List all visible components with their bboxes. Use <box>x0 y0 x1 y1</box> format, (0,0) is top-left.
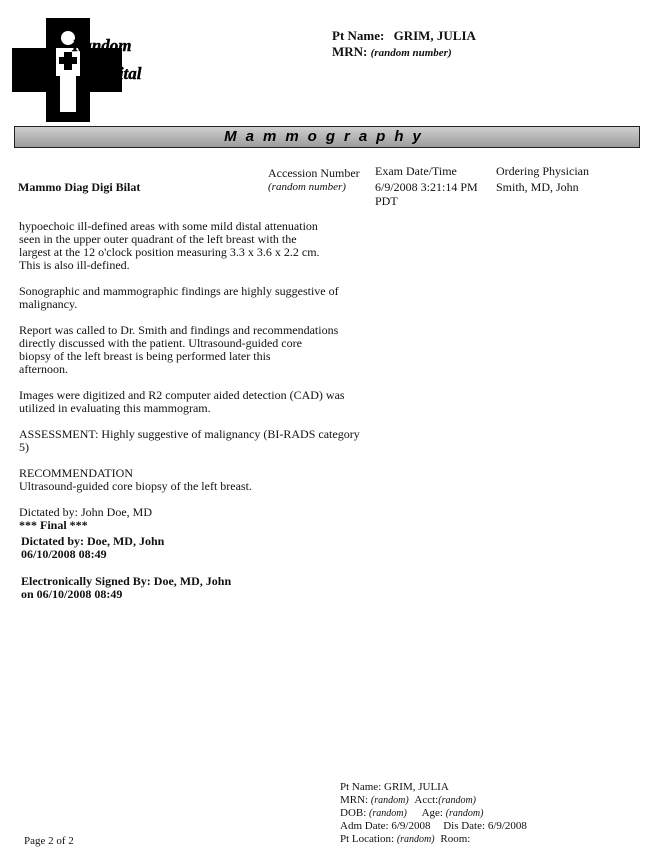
signed-date: on 06/10/2008 08:49 <box>21 587 123 601</box>
footer-dob-value: (random) <box>369 808 407 819</box>
report-body <box>19 220 364 532</box>
page-number: Page 2 of 2 <box>24 835 74 847</box>
footer-mrn-label: MRN: <box>340 794 369 806</box>
exam-name: Mammo Diag Digi Bilat <box>18 180 141 194</box>
report-impression: Sonographic and mammographic findings are highly suggestive of malignancy. <box>19 284 339 311</box>
pt-name-value: GRIM, JULIA <box>393 28 476 43</box>
footer-mrn-value: (random) <box>370 795 409 806</box>
dictated-signature <box>21 535 164 561</box>
footer-adm-label: Adm Date: <box>340 820 389 832</box>
footer-age-label: Age: <box>421 807 443 819</box>
footer-location-value: (random) <box>396 834 435 845</box>
section-banner <box>14 126 640 148</box>
exam-date-value: 6/9/2008 3:21:14 PM PDT <box>375 180 478 208</box>
accession-label: Accession Number <box>268 166 360 180</box>
accession-value: (random number) <box>268 181 346 193</box>
logo-word-1: Random <box>72 36 132 55</box>
banner-title: Mammography <box>224 128 430 145</box>
report-findings: hypoechoic ill-defined areas with some mild distal attenuation seen in the upper outer quadrant of the left breast with the largest at the 12 o'clock position measuring 3.3 x 3.6 x 2.2 cm. This is also ill-defined. <box>19 219 320 272</box>
report-final-status: *** Final *** <box>19 518 88 532</box>
footer-patient-info <box>340 781 527 846</box>
mrn-value: (random number) <box>370 47 452 59</box>
signed-by-label: Electronically Signed By: Doe, MD, John <box>21 574 232 588</box>
report-cad-note: Images were digitized and R2 computer aided detection (CAD) was utilized in evaluating this mammogram. <box>19 388 345 415</box>
footer-acct-label: Acct: <box>414 794 439 806</box>
report-assessment: ASSESSMENT: Highly suggestive of malignancy (BI-RADS category 5) <box>19 427 360 454</box>
report-dictated-by: Dictated by: John Doe, MD <box>19 505 152 519</box>
report-recommendation: RECOMMENDATION Ultrasound-guided core biopsy of the left breast. <box>19 466 252 493</box>
hospital-logo <box>12 18 158 122</box>
dictated-date: 06/10/2008 08:49 <box>21 547 107 561</box>
physician-label: Ordering Physician <box>496 164 589 178</box>
dictated-by-label: Dictated by: Doe, MD, John <box>21 534 165 548</box>
footer-dis-value: 6/9/2008 <box>487 820 527 832</box>
exam-date-label: Exam Date/Time <box>375 164 457 178</box>
footer-pt-name: Pt Name: GRIM, JULIA <box>340 781 449 793</box>
footer-adm-value: 6/9/2008 <box>391 820 431 832</box>
report-communication: Report was called to Dr. Smith and findings and recommendations directly discussed with the patient. Ultrasound-guided core biopsy of the left breast is being performed later this afternoon. <box>19 323 339 376</box>
electronic-signature <box>21 575 231 601</box>
mrn-label: MRN: <box>332 44 368 59</box>
footer-room-label: Room: <box>440 833 471 845</box>
footer-location-label: Pt Location: <box>340 833 395 845</box>
logo-word-2: Hospital <box>82 64 142 83</box>
header-patient-info <box>332 28 476 61</box>
footer-dis-label: Dis Date: <box>443 820 486 832</box>
footer-acct-value: (random) <box>438 795 477 806</box>
footer-age-value: (random) <box>445 808 484 819</box>
pt-name-label: Pt Name: <box>332 28 385 43</box>
physician-value: Smith, MD, John <box>496 180 579 194</box>
footer-dob-label: DOB: <box>340 807 367 819</box>
